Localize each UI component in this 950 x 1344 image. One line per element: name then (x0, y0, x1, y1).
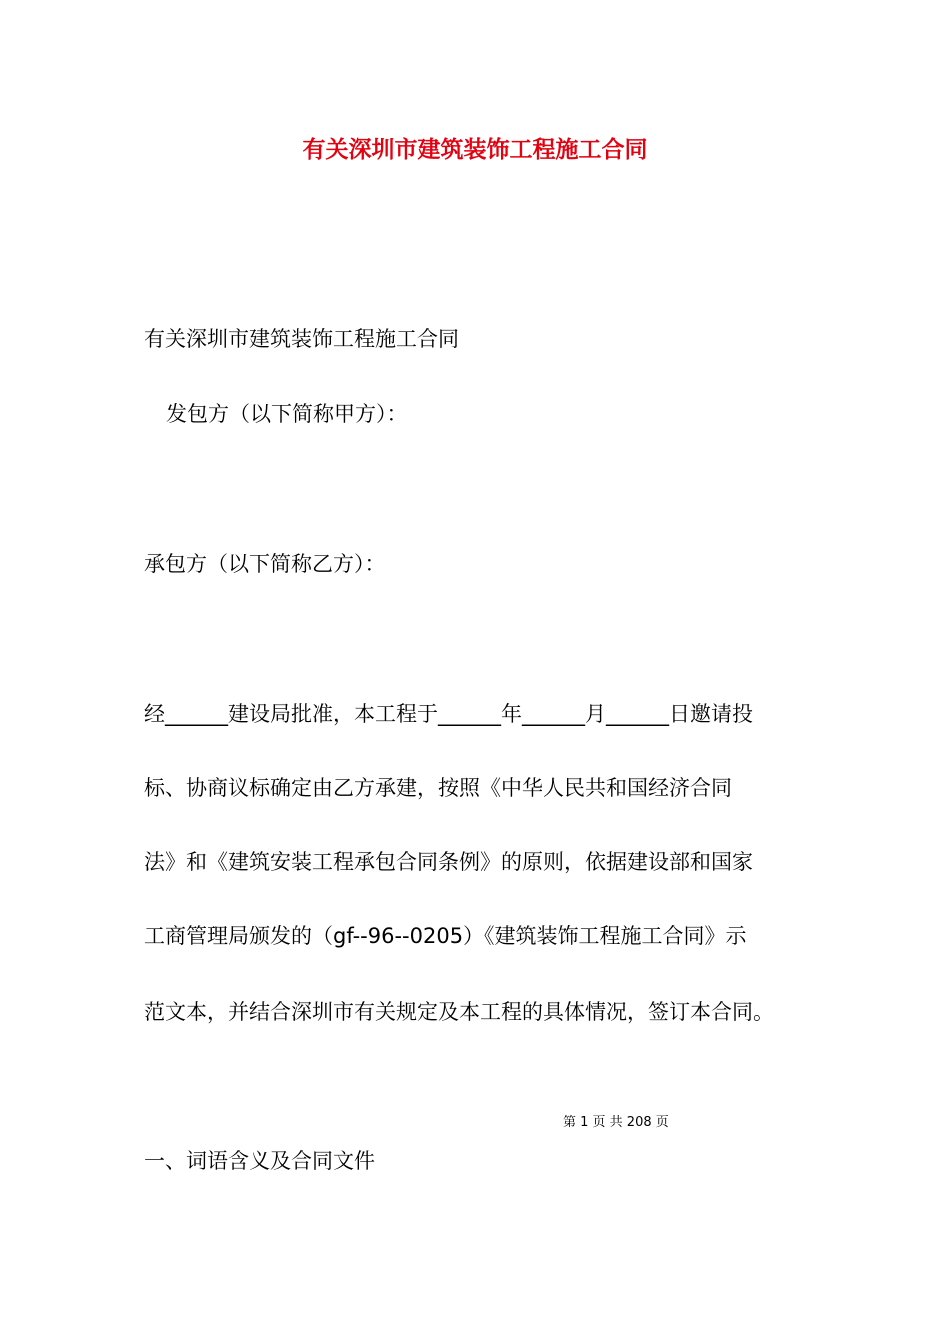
contractor-party-line: 承包方（以下简称乙方）： (144, 552, 386, 576)
paragraph-line: 经______建设局批准，本工程于______年______月______日邀请投 (144, 702, 753, 726)
paragraph-line: 范文本，并结合深圳市有关规定及本工程的具体情况，签订本合同。 (144, 1000, 774, 1024)
client-party-line: 发包方（以下简称甲方）： (166, 402, 408, 426)
document-subtitle: 有关深圳市建筑装饰工程施工合同 (144, 327, 459, 351)
section-heading: 一、词语含义及合同文件 (144, 1149, 375, 1173)
page-footer: 第 1 页 共 208 页 (563, 1115, 669, 1130)
paragraph-line: 标、协商议标确定由乙方承建，按照《中华人民共和国经济合同 (144, 776, 732, 800)
page-title: 有关深圳市建筑装饰工程施工合同 (302, 137, 648, 163)
paragraph-line: 工商管理局颁发的（gf--96--0205）《建筑装饰工程施工合同》示 (144, 924, 747, 948)
paragraph-line: 法》和《建筑安装工程承包合同条例》的原则，依据建设部和国家 (144, 850, 753, 874)
